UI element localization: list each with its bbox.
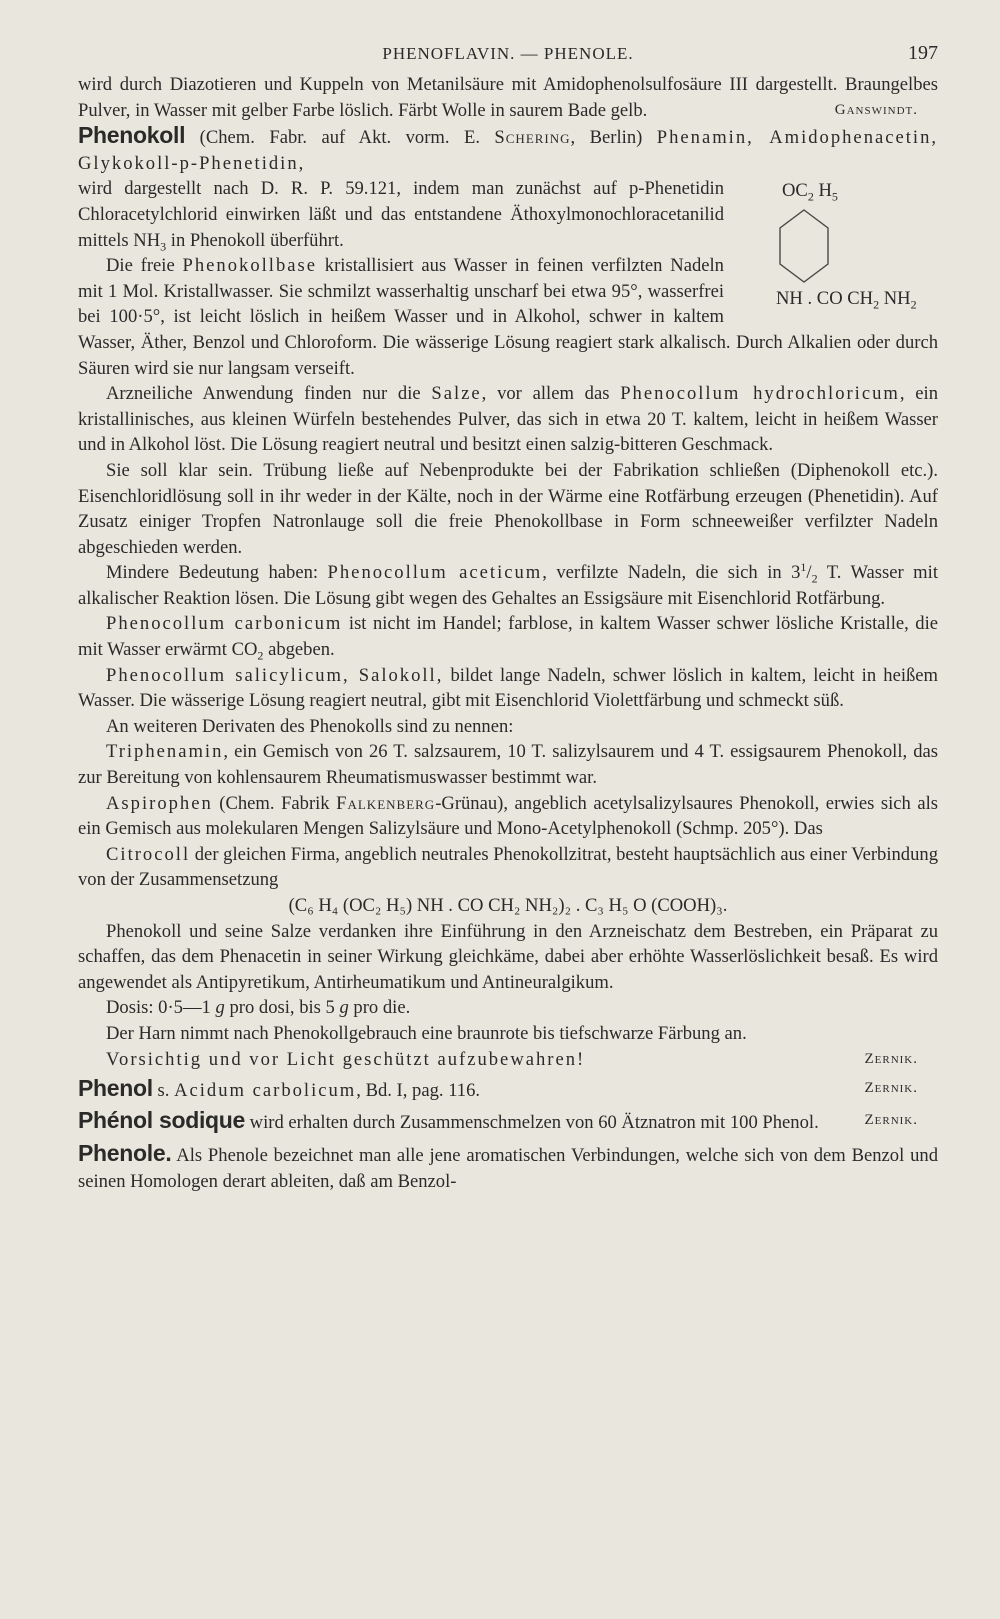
paragraph-dose: Dosis: 0·5—1 g pro dosi, bis 5 g pro die. [106, 997, 411, 1019]
running-title: PHENOFLAVIN. — PHENOLE. [382, 44, 634, 63]
paragraph-urine: Der Harn nimmt nach Phenokollgebrauch eine braunrote bis tiefschwarze Färbung an. [106, 1022, 747, 1044]
page-number: 197 [908, 42, 938, 64]
entry-phenol: Phenol s. Acidum carbolicum, Bd. I, pag. 116. Zernik. [78, 1076, 938, 1104]
formula-substituent-bottom: NH . CO $CH_2$ $NH_2$ [776, 288, 917, 313]
entry-title-phenol-sodique: Phénol sodique [78, 1106, 246, 1133]
entry-title-phenokoll: Phenokoll [78, 122, 186, 149]
signature-ganswindt: Ganswindt. [834, 101, 918, 118]
paragraph-phenokoll-prep: wird dargestellt nach D. R. P. 59.121, indem man zunächst auf p-Phenetidin Chloracetylchlorid einwirken läßt und das entstandene Äthoxylmonochloracetanilid mittels $NH_3$ in Phenokoll überführt. [78, 178, 724, 254]
paragraph-salicylicum: Phenocollum salicylicum, Salokoll, bildet lange Nadeln, schwer löslich in kaltem, leicht in heißem Wasser. Die wässerige Lösung reagiert neutral, gibt mit Eisenchlorid Violettfärbung und schmeckt süß. [78, 664, 939, 712]
paragraph-intro: wird durch Diazotieren und Kuppeln von Metanilsäure mit Amidophenolsulfosäure III dargestellt. Braungelbes Pulver, in Wasser mit gelber Farbe löslich. Färbt Wolle in saurem Bade gelb. Ganswindt. [78, 72, 938, 123]
entry-phenokoll: Phenokoll (Chem. Fabr. auf Akt. vorm. E. Schering, Berlin) Phenamin, Amidophenacetin, Glykokoll-p-Phenetidin, [78, 122, 939, 174]
paragraph-clear: Sie soll klar sein. Trübung ließe auf Nebenprodukte bei der Fabrikation schließen (Diphenokoll etc.). Eisenchloridlösung soll in ihr weder in der Kälte, noch in der Wärme eine Rotfärbung erzeugen (Phenetidin). Auf Zusatz einiger Tropfen Natronlauge soll die freie Phenokollbase in Form schneeweißer verfilzter Nadeln abgeschieden werden. [78, 459, 938, 558]
paragraph-aspirophen: Aspirophen (Chem. Fabrik Falkenberg-Grünau), angeblich acetylsalizylsaures Phenokoll, erwies sich als ein Gemisch aus molekularen Mengen Salizylsäure und Mono-Acetylphenokoll (Schmp. 205°). Das [78, 792, 938, 840]
signature-zernik-2: Zernik. [864, 1080, 918, 1097]
paragraph-introduction: Phenokoll und seine Salze verdanken ihre Einführung in den Arzneischatz dem Bestreben, ein Präparat zu schaffen, das dem Phenacetin in seiner Wirkung gleichkäme, dabei aber erhöhte Wasserlöslichkeit besaß. Es wird angewendet als Antipyretikum, Antirheumatikum und Antineuralgikum. [78, 920, 938, 993]
entry-phenole: Phenole. Als Phenole bezeichnet man alle jene aromatischen Verbindungen, welche sich von dem Benzol und seinen Homologen derart ableiten, daß am Benzol- [78, 1140, 938, 1192]
paragraph-triphenamin: Triphenamin, ein Gemisch von 26 T. salzsaurem, 10 T. salizylsaurem und 4 T. essigsaurem Phenokoll, das zur Bereitung von kohlensaurem Rheumatismuswasser bestimmt war. [78, 741, 938, 789]
signature-zernik-3: Zernik. [864, 1111, 918, 1128]
paragraph-derivatives: An weiteren Derivaten des Phenokolls sind zu nennen: [106, 715, 514, 737]
formula-substituent-top: $OC_2$ $H_5$ [782, 180, 838, 205]
page-header [78, 38, 938, 72]
signature-zernik-1: Zernik. [864, 1050, 918, 1067]
entry-title-phenole: Phenole. [78, 1140, 172, 1167]
formula-citrocoll: (C₆ H₄ (OC₂ H₅) NH . CO CH₂ NH₂)₂ . C₃ H₅ O (COOH)₃. [288, 895, 728, 916]
paragraph-minor: Mindere Bedeutung haben: Phenocollum aceticum, verfilzte Nadeln, die sich in $3^1/_2$ T. Wasser mit alkalischer Reaktion lösen. Die Lösung gibt wegen des Gehaltes an Essigsäure mit Eisenchlorid Rotfärbung. [78, 560, 938, 609]
entry-title-phenol: Phenol [78, 1075, 153, 1102]
paragraph-use: Arzneiliche Anwendung finden nur die Salze, vor allem das Phenocollum hydrochloricum, ein kristallinisches, aus kleinen Würfeln bestehendes Pulver, das sich in etwa 20 T. kaltem, leicht in heißem Wasser und in Alkohol löst. Die Lösung reagiert neutral und besitzt einen salzig-bitteren Geschmack. [78, 383, 938, 456]
paragraph-base: Die freie Phenokollbase kristallisiert aus Wasser in feinen verfilzten Nadeln mit 1 Mol. Kristallwasser. Sie schmilzt wasserhaltig unscharf bei etwa 95°, wasserfrei bei 100·5°, ist leicht löslich in heißem Wasser und in Alkohol, schwer in kaltem Wasser, Äther, Benzol und Chloroform. Die wässerige Lösung reagiert stark alkalisch. Durch Alkalien oder durch Säuren wird sie nur langsam verseift. [78, 255, 938, 379]
paragraph-carbonicum: Phenocollum carbonicum ist nicht im Handel; farblose, in kaltem Wasser schwer lösliche Kristalle, die mit Wasser erwärmt $CO_2$ abgeben. [78, 613, 939, 663]
paragraph-storage: Vorsichtig und vor Licht geschützt aufzubewahren! Zernik. [78, 1047, 938, 1073]
page-body [78, 72, 938, 1195]
structural-formula [738, 180, 938, 320]
paragraph-citrocoll: Citrocoll der gleichen Firma, angeblich neutrales Phenokollzitrat, besteht hauptsächlich aus einer Verbindung von der Zusammensetzung [78, 843, 938, 891]
entry-phenol-sodique: Phénol sodique wird erhalten durch Zusammenschmelzen von 60 Ätznatron mit 100 Phenol. Zernik. [78, 1108, 938, 1136]
